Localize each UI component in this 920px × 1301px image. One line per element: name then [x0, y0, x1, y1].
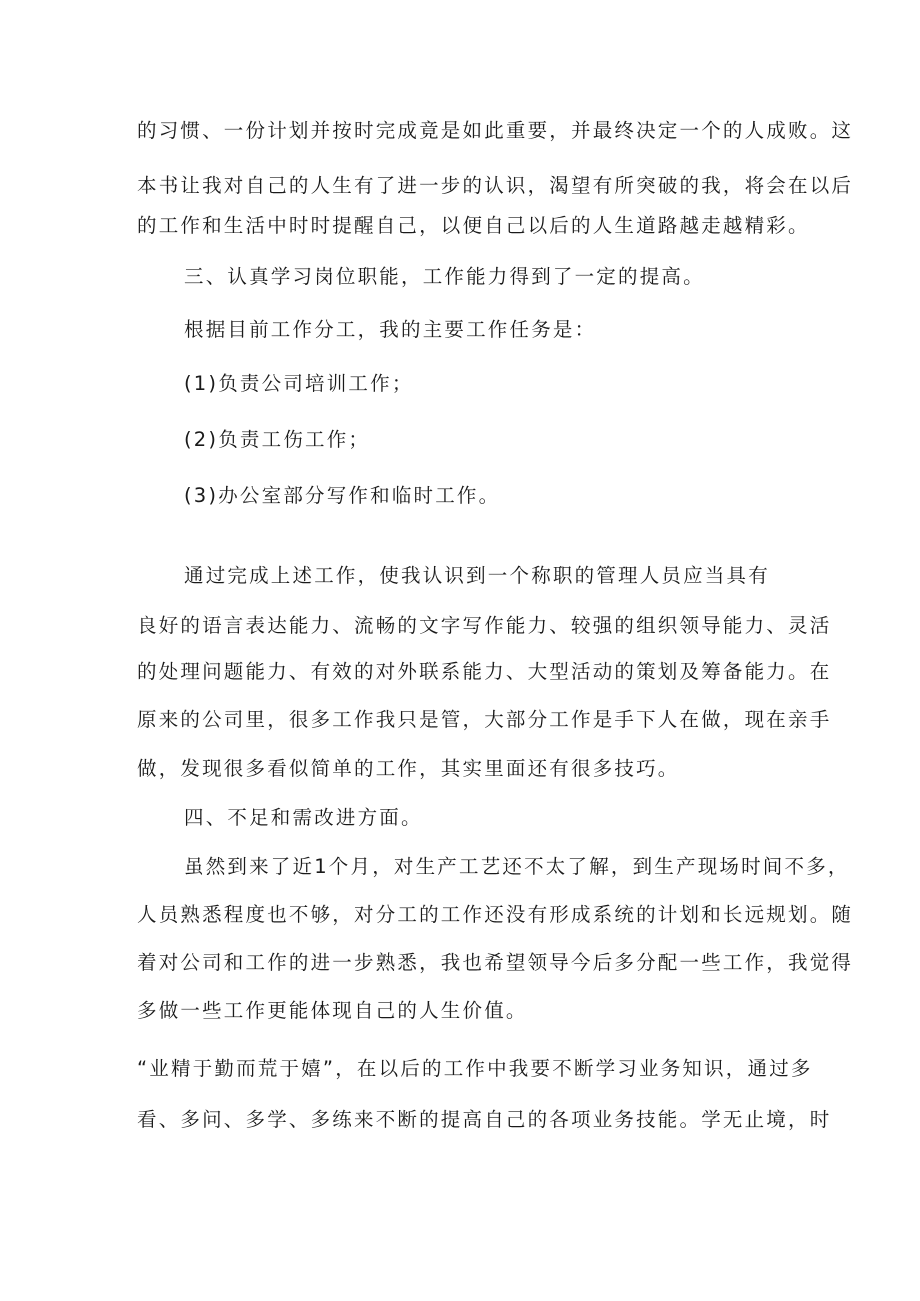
section-heading: 四、不足和需改进方面。	[184, 806, 423, 829]
list-item: (1)负责公司培训工作；	[184, 372, 414, 395]
text-line: 良好的语言表达能力、流畅的文字写作能力、较强的组织领导能力、灵活	[137, 614, 832, 637]
text-line: 多做一些工作更能体现自己的人生价值。	[137, 999, 528, 1022]
text-line: “业精于勤而荒于嬉”，在以后的工作中我要不断学习业务知识，通过多	[137, 1057, 813, 1080]
text-line: 着对公司和工作的进一步熟悉，我也希望领导今后多分配一些工作，我觉得	[137, 951, 854, 974]
text-line: 做，发现很多看似简单的工作，其实里面还有很多技巧。	[137, 757, 680, 780]
text-line: 原来的公司里，很多工作我只是管，大部分工作是手下人在做，现在亲手	[137, 708, 832, 731]
text-line: 本书让我对自己的人生有了进一步的认识，渴望有所突破的我，将会在以后	[137, 174, 854, 197]
text-line: 的处理问题能力、有效的对外联系能力、大型活动的策划及筹备能力。在	[137, 660, 832, 683]
text-line: 虽然到来了近1个月，对生产工艺还不太了解，到生产现场时间不多，	[184, 855, 850, 878]
text-line: 的习惯、一份计划并按时完成竟是如此重要，并最终决定一个的人成败。这	[137, 119, 854, 142]
text-line: 看、多问、多学、多练来不断的提高自己的各项业务技能。学无止境，时	[137, 1108, 832, 1131]
text-line: 的工作和生活中时时提醒自己，以便自己以后的人生道路越走越精彩。	[137, 214, 810, 237]
section-heading: 三、认真学习岗位职能，工作能力得到了一定的提高。	[184, 265, 705, 288]
text-line: 通过完成上述工作，使我认识到一个称职的管理人员应当具有	[184, 564, 770, 587]
text-line: 根据目前工作分工，我的主要工作任务是：	[184, 318, 597, 341]
list-item: (3)办公室部分写作和临时工作。	[184, 484, 501, 507]
list-item: (2)负责工伤工作；	[184, 428, 371, 451]
text-line: 人员熟悉程度也不够，对分工的工作还没有形成系统的计划和长远规划。随	[137, 903, 854, 926]
